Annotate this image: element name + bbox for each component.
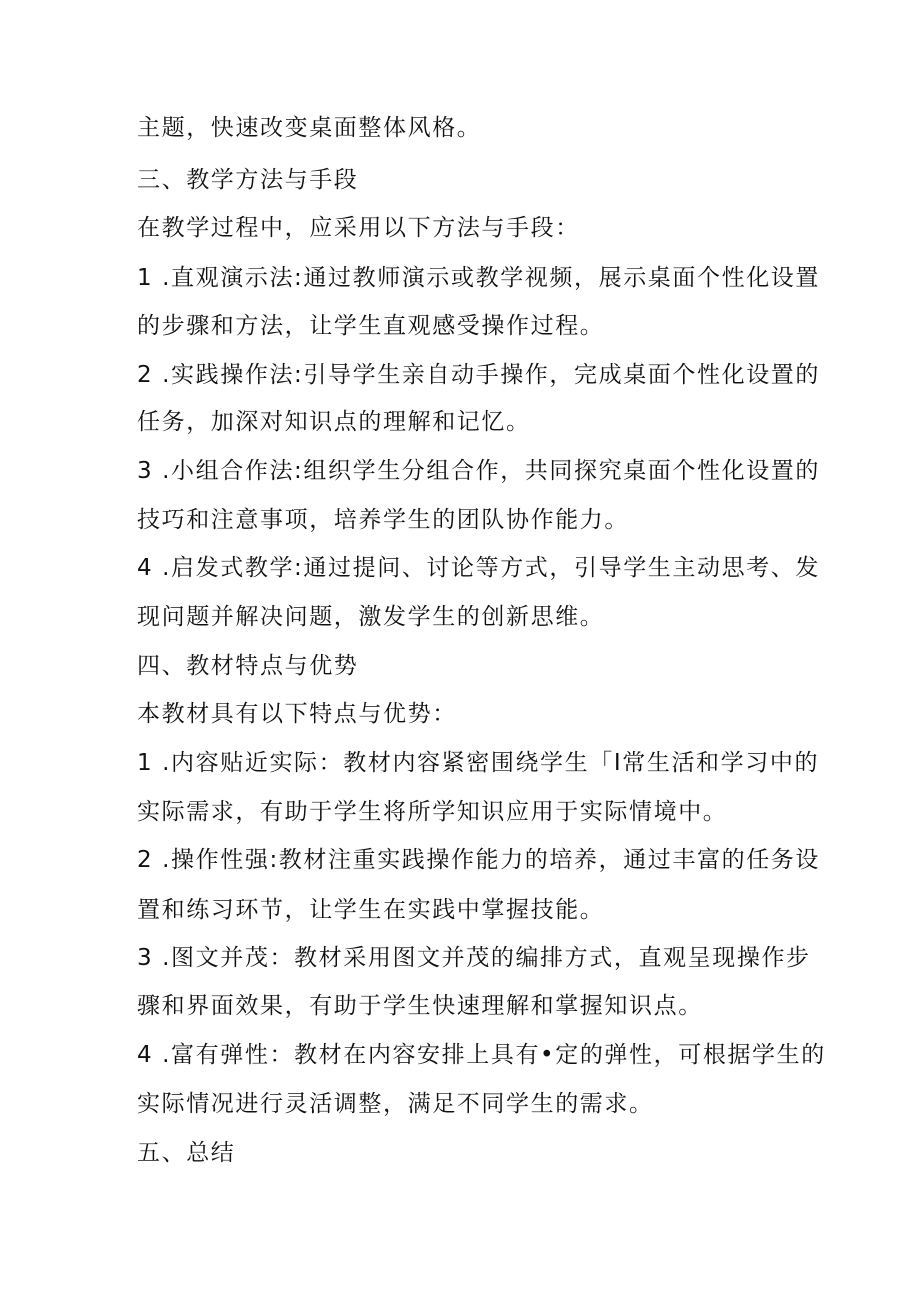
- list-item-line: 4 .启发式教学:通过提问、讨论等方式，引导学生主动思考、发: [137, 555, 821, 581]
- list-item-line: 3 .小组合作法:组织学生分组合作，共同探究桌面个性化设置的: [137, 458, 821, 484]
- list-item-line: 4 .富有弹性：教材在内容安排上具有•定的弹性，可根据学生的: [137, 1042, 826, 1068]
- section-heading: 五、总结: [137, 1140, 236, 1166]
- section-heading: 三、教学方法与手段: [137, 167, 359, 193]
- list-item-line: 3 .图文并茂：教材采用图文并茂的编排方式，直观呈现操作步: [137, 945, 811, 971]
- list-item-line: 2 .实践操作法:引导学生亲自动手操作，完成桌面个性化设置的: [137, 362, 821, 388]
- list-item-line: 技巧和注意事项，培养学生的团队协作能力。: [137, 507, 629, 533]
- list-item-line: 置和练习环节，让学生在实践中掌握技能。: [137, 897, 605, 923]
- list-item-line: 实际需求，有助于学生将所学知识应用于实际情境中。: [137, 799, 728, 825]
- list-item-line: 任务，加深对知识点的理解和记忆。: [137, 409, 531, 435]
- list-item-line: 现问题并解决问题，激发学生的创新思维。: [137, 604, 605, 630]
- paragraph-line: 主题，快速改变桌面整体风格。: [137, 115, 482, 141]
- list-item-line: 的步骤和方法，让学生直观感受操作过程。: [137, 313, 605, 339]
- paragraph-line: 在教学过程中，应采用以下方法与手段：: [137, 215, 580, 241]
- paragraph-line: 本教材具有以下特点与优势：: [137, 701, 457, 727]
- list-item-line: 实际情况进行灵活调整，满足不同学生的需求。: [137, 1091, 654, 1117]
- list-item-line: 1 .直观演示法:通过教师演示或教学视频，展示桌面个性化设置: [137, 265, 821, 291]
- section-heading: 四、教材特点与优势: [137, 653, 359, 679]
- list-item-line: 2 .操作性强:教材注重实践操作能力的培养，通过丰富的任务设: [137, 847, 821, 873]
- list-item-line: 骤和界面效果，有助于学生快速理解和掌握知识点。: [137, 993, 703, 1019]
- list-item-line: 1 .内容贴近实际：教材内容紧密围绕学生「I常生活和学习中的: [137, 750, 820, 776]
